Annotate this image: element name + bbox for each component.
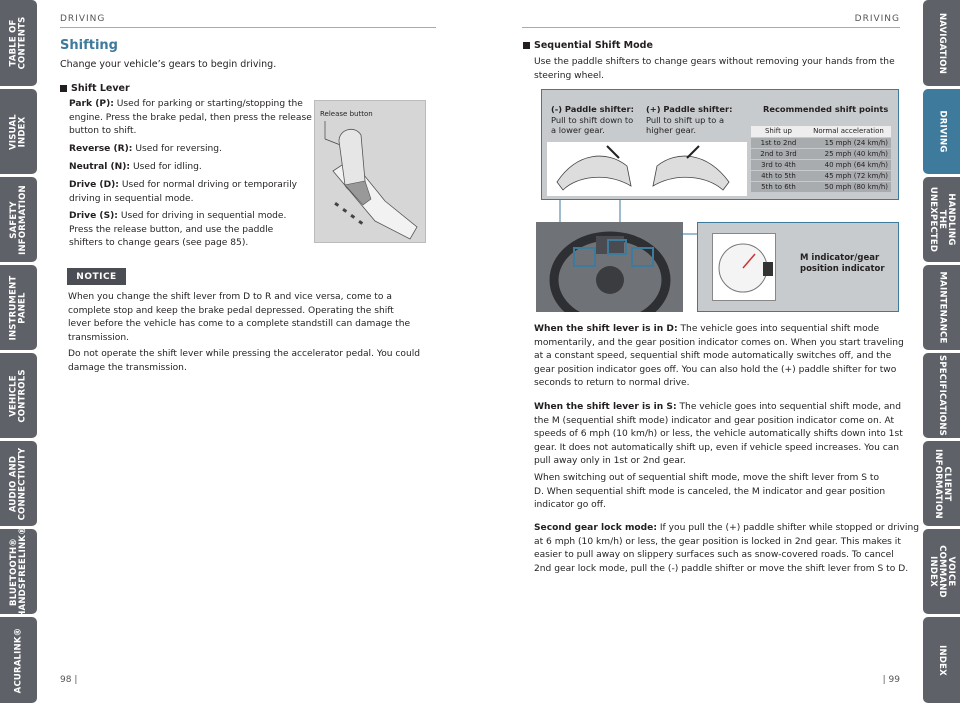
- text-line: [69, 210, 286, 224]
- paragraph-switching-out: [534, 472, 885, 513]
- text-line: driving in sequential mode.: [69, 193, 194, 204]
- text-line: [534, 401, 903, 415]
- label-line: M indicator/gear: [800, 253, 880, 263]
- text-line: engine. Press the brake pedal, then press the release: [69, 112, 312, 123]
- text-line: seconds to return to normal drive.: [534, 378, 690, 388]
- tab-label: INSTRUMENT PANEL: [8, 275, 28, 340]
- caption-line: Pull to shift up to a: [646, 114, 725, 125]
- text-line: gear. It does not automatically shift up, even if vehicle speed increases. You can: [534, 442, 900, 453]
- tab-label: HANDLING THE UNEXPECTED: [928, 186, 956, 253]
- table-header-row: [751, 126, 891, 137]
- text-line: Do not operate the shift lever while pressing the accelerator pedal. You could: [68, 349, 421, 359]
- item-label: Drive (S):: [69, 211, 118, 221]
- tab-label: INDEX: [936, 644, 947, 676]
- text-line: button to shift.: [69, 126, 137, 136]
- heading-text: Sequential Shift Mode: [534, 40, 653, 51]
- text-line: at 6 mph (10 km/h) or less, the gear position is locked in 2nd gear. This makes it: [534, 536, 901, 547]
- table-cell: 1st to 2nd: [751, 137, 806, 148]
- text-line: [534, 522, 919, 536]
- table-cell: 40 mph (64 km/h): [806, 159, 891, 170]
- item-label: Reverse (R):: [69, 144, 133, 154]
- table-row: [751, 148, 891, 159]
- tab-safety-information[interactable]: [0, 177, 37, 262]
- text-line: gear position indicator goes off. You can also hold the (+) paddle shifter for two: [534, 364, 897, 375]
- text-line: damage the transmission.: [68, 362, 187, 373]
- notice-paragraph-2: [68, 348, 420, 375]
- tab-driving[interactable]: [923, 89, 960, 174]
- tab-specifications[interactable]: [923, 353, 960, 438]
- page-number-left: 98 |: [60, 675, 78, 685]
- section-heading-shift-lever: [60, 83, 130, 94]
- page-intro: Change your vehicle’s gears to begin driving.: [60, 59, 277, 70]
- m-indicator-label: [800, 253, 885, 275]
- tab-table-of-contents[interactable]: [0, 0, 37, 86]
- table-cell: 4th to 5th: [751, 170, 806, 181]
- item-label: Neutral (N):: [69, 162, 131, 172]
- tab-label: DRIVING: [937, 110, 947, 153]
- table-cell: 3rd to 4th: [751, 159, 806, 170]
- item-label: Drive (D):: [69, 180, 119, 190]
- drive-s-item: [69, 210, 286, 251]
- text-line: [69, 98, 312, 112]
- tab-audio-and-connectivity[interactable]: [0, 441, 37, 526]
- text-line: Use the paddle shifters to change gears without removing your hands from the: [534, 57, 895, 67]
- tab-voice-command-index[interactable]: [923, 529, 960, 614]
- item-text: Used for reversing.: [132, 144, 222, 154]
- shift-points-title: Recommended shift points: [763, 104, 889, 114]
- text-line: easier to pull away on slippery surfaces such as snow-covered roads. To cancel: [534, 550, 894, 560]
- paragraph-lever-in-d: [534, 323, 904, 391]
- gauge-icon: [713, 234, 777, 302]
- text-line: When switching out of sequential shift mode, move the shift lever from S to: [534, 473, 880, 483]
- tab-bluetooth-handsfreelink[interactable]: [0, 525, 37, 618]
- text-line: speeds of 6 mph (10 km/h) or less, the vehicle automatically shifts down into 1st: [534, 429, 903, 439]
- item-text: Used for normal driving or temporarily: [118, 180, 298, 190]
- text-line: transmission.: [68, 332, 129, 343]
- table-row: [751, 159, 891, 170]
- gauge-cluster-drawing: [712, 233, 776, 301]
- shift-points-table: [751, 126, 891, 193]
- caption-title: (-) Paddle shifter:: [551, 104, 634, 114]
- text-line: [69, 161, 202, 175]
- tab-label: ACURALINK®: [13, 627, 23, 693]
- item-text: Used for driving in sequential mode.: [117, 211, 287, 221]
- tab-instrument-panel[interactable]: [0, 265, 37, 350]
- sequential-intro: [534, 56, 895, 83]
- para-lead: When the shift lever is in S:: [534, 402, 677, 412]
- text-line: shifters to change gears (see page 85).: [69, 238, 249, 248]
- table-cell: 15 mph (24 km/h): [806, 137, 891, 148]
- text-line: When you change the shift lever from D to R and vice versa, come to a: [68, 292, 392, 302]
- indicator-figure: [697, 222, 899, 312]
- running-head-left: DRIVING: [60, 14, 106, 24]
- item-text: Used for idling.: [130, 162, 202, 172]
- text-line: [534, 323, 904, 337]
- para-lead: Second gear lock mode:: [534, 523, 657, 533]
- tab-client-information[interactable]: [923, 441, 960, 526]
- tab-visual-index[interactable]: [0, 89, 37, 174]
- para-text: The vehicle goes into sequential shift mode: [677, 324, 880, 334]
- tab-label: VEHICLE CONTROLS: [8, 368, 28, 423]
- heading-text: Shift Lever: [71, 83, 130, 94]
- table-row: [751, 181, 891, 192]
- text-line: Press the release button, and use the paddle: [69, 224, 274, 235]
- minus-paddle-caption: [551, 104, 634, 136]
- reverse-item: [69, 143, 222, 157]
- table-row: [751, 170, 891, 181]
- tab-label: VISUAL INDEX: [8, 113, 28, 150]
- caption-line: a lower gear.: [551, 125, 605, 135]
- tab-maintenance[interactable]: [923, 265, 960, 350]
- caption-line: Pull to shift down to: [551, 114, 634, 125]
- text-line: steering wheel.: [534, 70, 604, 81]
- text-line: D. When sequential shift mode is canceled, the M indicator and gear position: [534, 486, 886, 497]
- tab-label: VOICE COMMAND INDEX: [928, 545, 956, 598]
- tab-label: SPECIFICATIONS: [937, 355, 947, 436]
- header-rule: [522, 27, 900, 28]
- neutral-item: [69, 161, 202, 175]
- header-rule: [60, 27, 436, 28]
- tab-acuralink[interactable]: [0, 617, 37, 703]
- table-cell: 25 mph (40 km/h): [806, 148, 891, 159]
- tab-handling-the-unexpected[interactable]: [923, 177, 960, 262]
- tab-vehicle-controls[interactable]: [0, 353, 37, 438]
- notice-badge: NOTICE: [67, 268, 126, 285]
- paddle-shifter-figure: [541, 89, 899, 200]
- text-line: [69, 143, 222, 157]
- tab-label: BLUETOOTH® HANDSFREELINK®: [8, 525, 28, 618]
- table-cell: 2nd to 3rd: [751, 148, 806, 159]
- text-line: lever before the vehicle has come to a complete standstill can damage the: [68, 319, 411, 329]
- text-line: [69, 179, 297, 193]
- paragraph-second-gear-lock: [534, 522, 919, 576]
- text-line: the M (sequential shift mode) indicator and gear position indicator come on. At: [534, 415, 895, 426]
- para-lead: When the shift lever is in D:: [534, 324, 678, 334]
- tab-label: AUDIO AND CONNECTIVITY: [8, 447, 28, 520]
- release-button-label: Release button: [320, 110, 373, 118]
- dashboard-photo: [536, 222, 683, 312]
- column-header: Normal acceleration: [806, 126, 891, 137]
- text-line: indicator go off.: [534, 500, 606, 510]
- table-cell: 50 mph (80 km/h): [806, 181, 891, 192]
- caption-title: (+) Paddle shifter:: [646, 104, 733, 114]
- item-text: Used for parking or starting/stopping the: [113, 99, 303, 109]
- text-line: pull away only in 1st or 2nd gear.: [534, 456, 686, 466]
- notice-paragraph-1: [68, 291, 410, 345]
- text-line: complete stop and keep the brake pedal depressed. Operating the shift: [68, 305, 394, 316]
- plus-paddle-caption: [646, 104, 732, 136]
- tab-label: TABLE OF CONTENTS: [8, 16, 28, 70]
- tab-label: CLIENT INFORMATION: [932, 448, 952, 519]
- paragraph-lever-in-s: [534, 401, 903, 469]
- drive-d-item: [69, 179, 297, 206]
- tab-index[interactable]: [923, 617, 960, 703]
- text-line: momentarily, and the gear position indicator comes on. When you start traveling: [534, 337, 904, 348]
- tab-navigation[interactable]: [923, 0, 960, 86]
- label-line: position indicator: [800, 264, 885, 274]
- shift-lever-illustration: [314, 100, 426, 243]
- section-heading-sequential: [523, 40, 653, 51]
- tab-label: NAVIGATION: [937, 12, 947, 74]
- shift-lever-drawing: [315, 101, 427, 244]
- table-row: [751, 137, 891, 148]
- table-cell: 45 mph (72 km/h): [806, 170, 891, 181]
- park-item: [69, 98, 312, 139]
- tab-label: MAINTENANCE: [937, 271, 947, 344]
- tab-label: SAFETY INFORMATION: [8, 184, 28, 255]
- steering-wheel-drawing: [536, 222, 683, 312]
- text-line: at a constant speed, sequential shift mode automatically switches off, and the: [534, 351, 892, 361]
- paddle-hands-drawing: [547, 142, 747, 196]
- text-line: 2nd gear lock mode, pull the (-) paddle shifter or move the shift lever from S to D.: [534, 563, 909, 574]
- para-text: The vehicle goes into sequential shift mode, and: [676, 402, 901, 412]
- table-cell: 5th to 6th: [751, 181, 806, 192]
- column-header: Shift up: [751, 126, 806, 137]
- caption-line: higher gear.: [646, 125, 696, 135]
- para-text: If you pull the (+) paddle shifter while stopped or driving: [656, 523, 919, 533]
- page-title: Shifting: [60, 38, 118, 53]
- item-label: Park (P):: [69, 99, 114, 109]
- running-head-right: DRIVING: [854, 14, 900, 24]
- page-number-right: | 99: [882, 675, 900, 685]
